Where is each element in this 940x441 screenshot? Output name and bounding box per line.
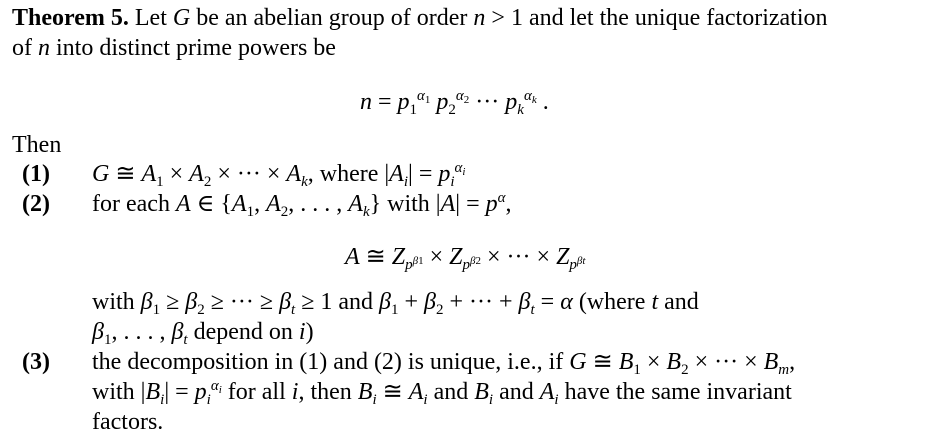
item-3 — [22, 348, 795, 376]
item-1-text: G ≅ $A_1 \times A_2$ × ··· × $A_k$, where $|A_i| = p_i^{\alpha_i}$ — [92, 160, 466, 190]
item-2-cont-line-1: with $\beta_1 \ge \beta_2$ ≥ ··· ≥ $\beta_t \ge 1$ and $\beta_1 + \beta_2$ + ··· + $\beta_t = \alpha$ (where t and — [92, 289, 699, 318]
item-2-number: (2) — [22, 191, 50, 217]
then-label: Then — [12, 132, 62, 158]
item-3-line-3: factors. — [92, 409, 164, 435]
item-2-text: for each A ∈ {$A_1$, $A_2$, . . . , $A_k$} with $|A| = p^\alpha$, — [92, 190, 512, 220]
item-2 — [22, 190, 512, 218]
theorem-heading: Theorem 5. — [12, 5, 129, 31]
theorem-intro-line-2 — [12, 34, 336, 62]
theorem-intro-line-2-text: of n into distinct prime powers be — [12, 35, 336, 61]
display-equation-factorization: $n = p_1^{\alpha_1}$ $p_2^{\alpha_2}$ ··· $p_k^{\alpha_k}$ . — [360, 88, 549, 118]
item-1-number: (1) — [22, 161, 50, 187]
theorem-intro-line-1 — [12, 4, 828, 32]
item-3-line-2: with $|B_i| = p_i^{\alpha_i}$ for all i, then $B_i$ ≅ $A_i$ and $B_i$ and $A_i$ have the same invariant — [92, 378, 792, 408]
item-1 — [22, 160, 465, 188]
item-2-cont-line-2: $\beta_1$, . . . , $\beta_t$ depend on i) — [92, 319, 314, 348]
item-3-number: (3) — [22, 349, 50, 375]
item-2-display-equation: A ≅ $Z_{p^{\beta 1}} \times Z_{p^{\beta 2}}$ × ··· × $Z_{p^{\beta t}}$ — [345, 244, 586, 273]
item-3-line-1: the decomposition in (1) and (2) is unique, i.e., if G ≅ $B_1 \times B_2$ × ··· × $B_m$, — [92, 349, 796, 378]
theorem-intro-rest: Let G be an abelian group of order n > 1 and let the unique factorization — [134, 5, 828, 31]
